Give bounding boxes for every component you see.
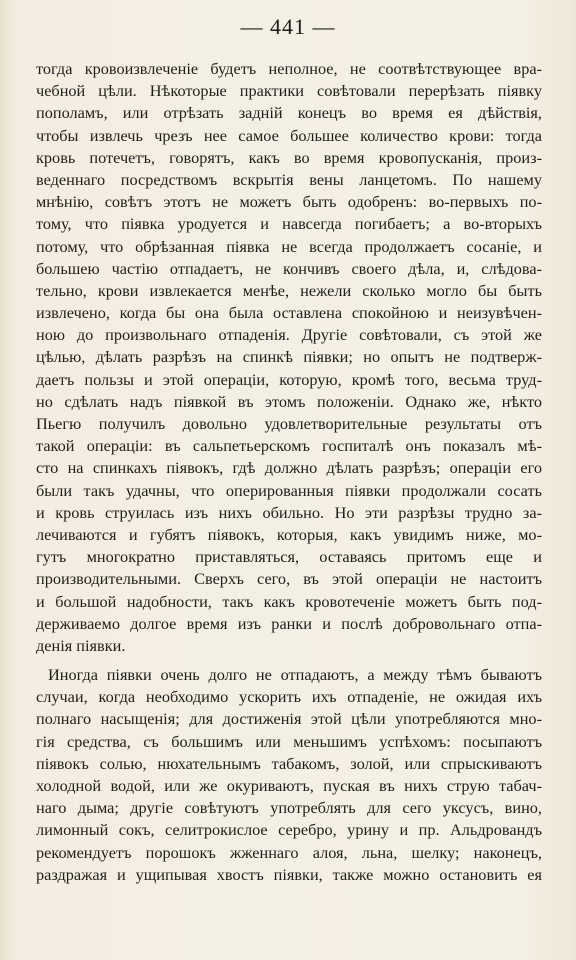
text-line: полнаго насыщенія; для достиженія этой цѣли употребляются мно-	[36, 709, 542, 729]
text-line: лечиваются и губятъ піявокъ, которыя, какъ увидимъ ниже, мо-	[36, 524, 542, 544]
text-line: пополамъ, или отрѣзать задній конецъ во время ея дѣйствія,	[36, 103, 542, 123]
text-line: случаи, когда необходимо ускорить ихъ отпаденіе, не ожидая ихъ	[36, 687, 542, 707]
text-line: производительными. Сверхъ сего, въ этой операціи не настоитъ	[36, 569, 542, 589]
text-line: Иногда піявки очень долго не отпадаютъ, а между тѣмъ бываютъ	[48, 665, 542, 685]
text-line: Пьегю получилъ довольно удовлетворительные результаты отъ	[36, 414, 542, 433]
text-line: холодной водой, или же окуриваютъ, пуская въ нихъ струю табач-	[36, 776, 542, 795]
text-line: наго дыма; другіе совѣтуютъ употреблять для сего уксусъ, вино,	[36, 798, 542, 818]
text-line: ною до произвольнаго отпаденія. Другіе совѣтовали, съ этой же	[36, 325, 542, 345]
text-line: тогда кровоизвлеченіе будетъ неполное, не соотвѣтствующее вра-	[36, 59, 542, 78]
paragraph	[36, 664, 542, 886]
text-line: большею частію отпадаетъ, не кончивъ своего дѣла, и, слѣдова-	[36, 258, 542, 278]
text-line: но сдѣлать надъ піявкой въ этомъ положеніи. Однако же, нѣкто	[36, 391, 542, 411]
text-line: гія средства, съ большимъ или меньшимъ успѣхомъ: посыпаютъ	[36, 731, 542, 751]
text-line: чтобы извлечь чрезъ нее самое большее количество крови: тогда	[36, 125, 542, 145]
text-line: раздражая и ущипывая хвостъ піявки, также можно остановить ея	[36, 864, 542, 884]
text-line: извлечено, когда бы она была оставлена спокойною и неизувѣчен-	[36, 303, 542, 323]
text-line: тельно, крови извлекается менѣе, нежели сколько могло бы быть	[36, 280, 542, 300]
text-line: и большой надобности, такъ какъ кровотеченіе можетъ быть под-	[36, 591, 542, 611]
text-line: чебной цѣли. Нѣкоторые практики совѣтовали перерѣзать піявку	[36, 81, 542, 101]
text-line: гутъ многократно приставляться, оставаясь притомъ еще и	[36, 547, 542, 567]
text-line: цѣлью, дѣлать разрѣзъ на спинкѣ піявки; но опытъ не подтверж-	[36, 347, 542, 367]
text-line: денія піявки.	[36, 635, 126, 655]
text-line: піявокъ солью, нюхательнымъ табакомъ, золой, или спрыскиваютъ	[36, 753, 542, 773]
text-line: веденнаго посредствомъ вскрытія вены ланцетомъ. По нашему	[36, 169, 542, 189]
text-line: потому, что обрѣзанная піявка не всегда продолжаетъ сосаніе, и	[36, 236, 542, 256]
text-line: лимонный сокъ, селитрокислое серебро, урину и пр. Альдровандъ	[36, 820, 542, 840]
text-line: такой операціи: въ сальпетьерскомъ госпиталѣ онъ показалъ мѣ-	[36, 436, 542, 456]
text-line: сто на спинкахъ піявокъ, гдѣ должно дѣлать разрѣзъ; операціи его	[36, 458, 542, 478]
page-body	[36, 58, 542, 893]
paragraph	[36, 58, 542, 657]
text-line: даетъ пользы и этой операціи, которую, кромѣ того, весьма труд-	[36, 369, 542, 389]
text-line: рекомендуетъ порошокъ жженнаго алоя, льна, шелку; наконецъ,	[36, 842, 542, 862]
page-number: — 441 —	[240, 14, 336, 39]
text-line: были такъ удачны, что оперированныя піявки продолжали сосать	[36, 480, 542, 500]
text-line: кровь потечетъ, говорятъ, какъ во время кровопусканія, произ-	[36, 147, 542, 167]
text-line: мнѣнію, совѣтъ этотъ не можетъ быть одобренъ: во-первыхъ по-	[36, 192, 542, 212]
text-line: и кровь струилась изъ нихъ обильно. Но эти разрѣзы трудно за-	[36, 502, 542, 522]
text-line: держиваемо долгое время изъ ранки и послѣ добровольнаго отпа-	[36, 613, 542, 633]
text-line: тому, что піявка уродуется и навсегда погибаетъ; а во-вторыхъ	[36, 214, 542, 234]
